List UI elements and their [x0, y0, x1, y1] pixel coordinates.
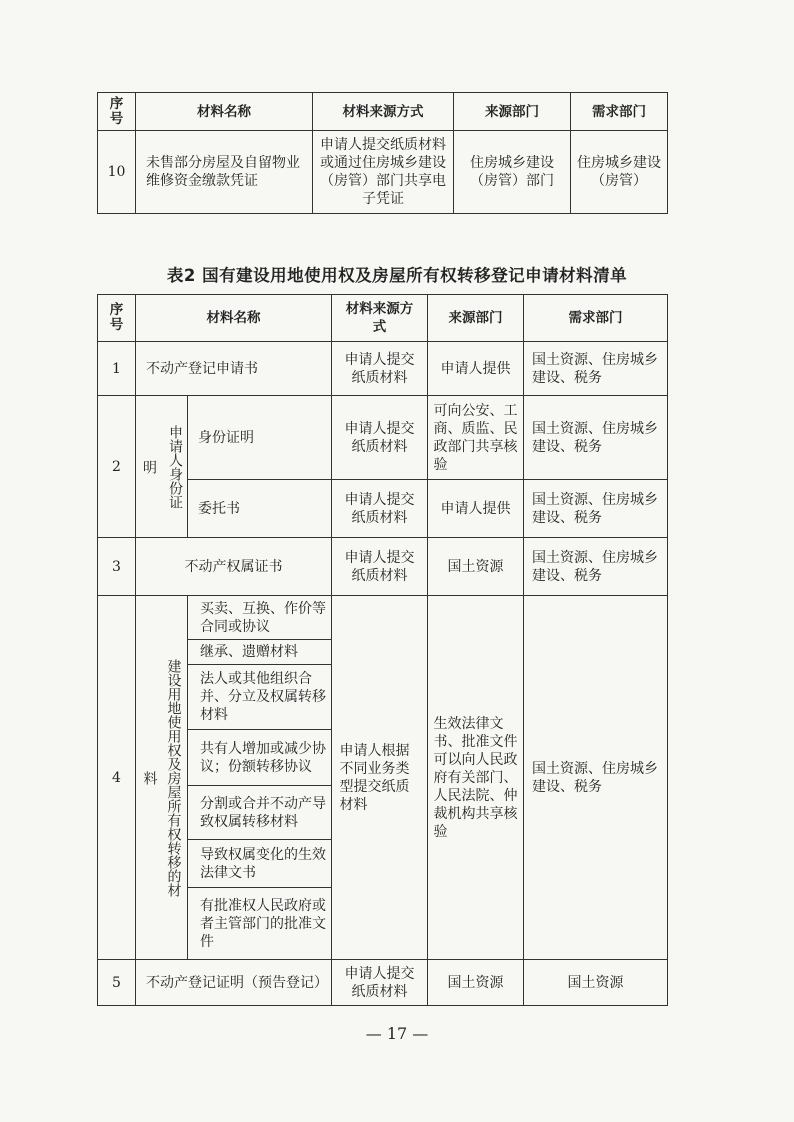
row-demand: 国土资源、住房城乡建设、税务: [524, 480, 668, 538]
row-group: 建设用地使用权及房屋所有权转移的材料: [136, 596, 188, 960]
table-row: [98, 396, 668, 480]
row-method: 申请人提交纸质材料: [332, 480, 428, 538]
row-method: 申请人提交纸质材料或通过住房城乡建设（房管）部门共享电子凭证: [313, 131, 454, 214]
header-name: 材料名称: [136, 93, 313, 131]
row-method: 申请人根据不同业务类型提交纸质材料: [332, 596, 428, 960]
row-subitem: 买卖、互换、作价等合同或协议: [188, 596, 332, 640]
table-row: [98, 960, 668, 1006]
row-no: 4: [98, 596, 136, 960]
row-name: 不动产权属证书: [136, 538, 332, 596]
header-no: 序号: [98, 93, 136, 131]
row-demand: 住房城乡建设（房管）: [571, 131, 668, 214]
table-row: [98, 342, 668, 396]
header-demand: 需求部门: [571, 93, 668, 131]
table-2: [97, 294, 668, 1006]
row-subname: 身份证明: [188, 396, 332, 480]
row-method: 申请人提交纸质材料: [332, 538, 428, 596]
row-demand: 国土资源、住房城乡建设、税务: [524, 342, 668, 396]
table-row: [98, 538, 668, 596]
row-source: 生效法律文书、批准文件可以向人民政府有关部门、人民法院、仲裁机构共享核验: [428, 596, 524, 960]
row-subname: 委托书: [188, 480, 332, 538]
row-method: 申请人提交纸质材料: [332, 960, 428, 1006]
row-no: 5: [98, 960, 136, 1006]
table-2-caption: 表2 国有建设用地使用权及房屋所有权转移登记申请材料清单: [166, 266, 628, 285]
table-row: [98, 596, 668, 640]
row-group: 申请人身份证明: [136, 396, 188, 538]
header-demand: 需求部门: [524, 295, 668, 342]
row-no: 1: [98, 342, 136, 396]
table-row: [98, 131, 668, 214]
header-source: 来源部门: [428, 295, 524, 342]
row-method: 申请人提交纸质材料: [332, 342, 428, 396]
row-method: 申请人提交纸质材料: [332, 396, 428, 480]
header-source: 来源部门: [454, 93, 571, 131]
table-1-continued: [97, 92, 668, 214]
row-no: 3: [98, 538, 136, 596]
header-name: 材料名称: [136, 295, 332, 342]
row-demand: 国土资源: [524, 960, 668, 1006]
row-source: 申请人提供: [428, 480, 524, 538]
row-subitem: 有批准权人民政府或者主管部门的批准文件: [188, 888, 332, 960]
row-source: 国土资源: [428, 960, 524, 1006]
row-source: 住房城乡建设（房管）部门: [454, 131, 571, 214]
row-source: 国土资源: [428, 538, 524, 596]
row-subitem: 法人或其他组织合并、分立及权属转移材料: [188, 665, 332, 730]
page-number: — 17 —: [365, 1024, 429, 1043]
header-method: 材料来源方式: [313, 93, 454, 131]
row-name: 未售部分房屋及自留物业维修资金缴款凭证: [136, 131, 313, 214]
row-demand: 国土资源、住房城乡建设、税务: [524, 538, 668, 596]
row-source: 申请人提供: [428, 342, 524, 396]
table-header-row: [98, 93, 668, 131]
row-source: 可向公安、工商、质监、民政部门共享核验: [428, 396, 524, 480]
row-demand: 国土资源、住房城乡建设、税务: [524, 596, 668, 960]
row-no: 2: [98, 396, 136, 538]
header-no: 序号: [98, 295, 136, 342]
row-subitem: 导致权属变化的生效法律文书: [188, 840, 332, 888]
row-subitem: 共有人增加或减少协议；份额转移协议: [188, 730, 332, 786]
header-method: 材料来源方式: [332, 295, 428, 342]
table-header-row: [98, 295, 668, 342]
row-subitem: 继承、遗赠材料: [188, 640, 332, 665]
row-no: 10: [98, 131, 136, 214]
row-name: 不动产登记申请书: [136, 342, 332, 396]
row-demand: 国土资源、住房城乡建设、税务: [524, 396, 668, 480]
row-subitem: 分割或合并不动产导致权属转移材料: [188, 786, 332, 840]
row-name: 不动产登记证明（预告登记）: [136, 960, 332, 1006]
